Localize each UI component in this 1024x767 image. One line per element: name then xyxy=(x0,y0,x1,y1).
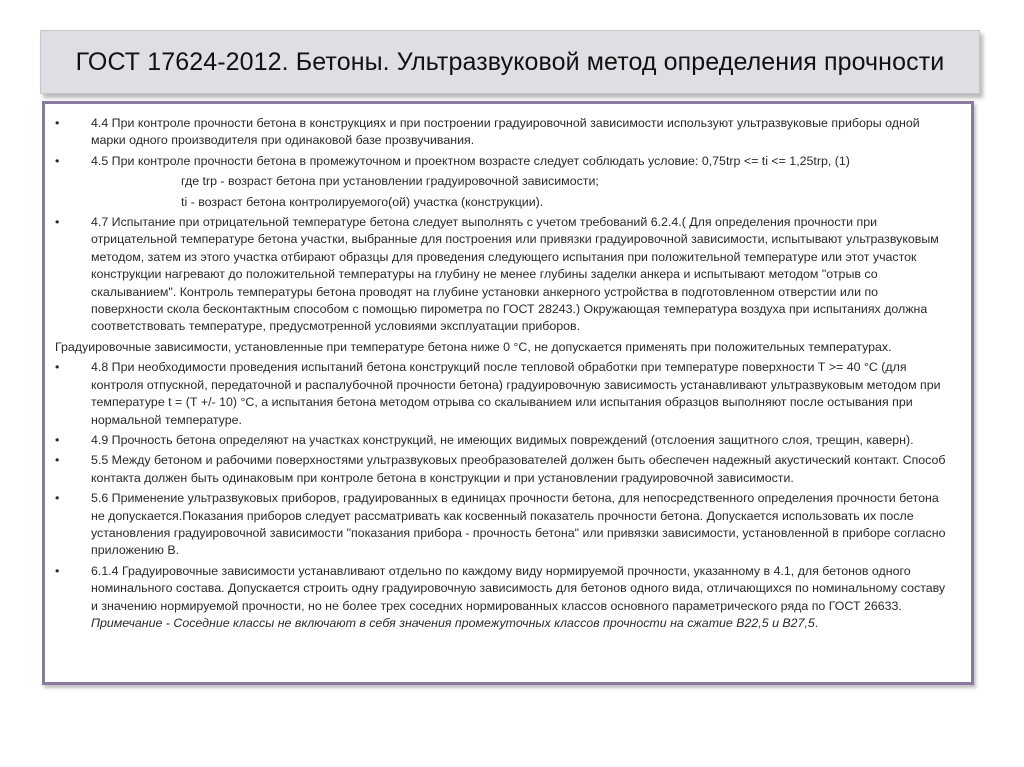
item-text: 4.9 Прочность бетона определяют на участках конструкций, не имеющих видимых повреждений (отслоения защитного слоя, трещин, каверн). xyxy=(91,432,914,447)
item-text: 5.6 Применение ультразвуковых приборов, градуированных в единицах прочности бетона, для непосредственного определения прочности бетона не допускается.Показания приборов следует рассматривать как косвенный показатель прочности бетона. Допускается использовать их после установления градуировочной зависимости "показания прибора - прочность бетона" или привязки зависимости, установленной в приборе согласно приложению В. xyxy=(91,491,946,558)
list-item xyxy=(55,452,959,487)
list-item xyxy=(55,563,959,633)
bullet: • xyxy=(55,116,60,130)
title-bar xyxy=(40,30,980,94)
bullet: • xyxy=(55,153,60,168)
list-item xyxy=(55,153,959,170)
sub-line: где trp - возраст бетона при установлении градуировочной зависимости; xyxy=(181,174,599,189)
item-text: 4.5 При контроле прочности бетона в промежуточном и проектном возрасте следует соблюдать условие: 0,75trp <= ti <= 1,25trp, (1) xyxy=(91,153,850,168)
bullet: • xyxy=(55,215,60,230)
item-main-text: 6.1.4 Градуировочные зависимости устанавливают отдельно по каждому виду нормируемой прочности, указанному в 4.1, для бетонов одного номинального состава. Допускается строить одну градуировочную зависимость для бетонов одного вида, отличающихся по номинальному составу и значению нормируемой прочности, но не более трех соседних нормированных классов основного параметрического ряда по ГОСТ 26633. xyxy=(91,563,946,613)
item-text: 4.8 При необходимости проведения испытаний бетона конструкций после тепловой обработки при температуре поверхности Т >= 40 °С (для контроля отпускной, передаточной и распалубочной прочности бетона) градуировочную зависимость устанавливают ультразвуковым методом при температуре t = (Т +/- 10) °С, а испытания бетона методом отрыва со скалыванием или испытания образцов выполняют после остывания при нормальной температуре. xyxy=(91,360,941,427)
list-item xyxy=(55,359,959,429)
item-text: 4.4 При контроле прочности бетона в конструкциях и при построении градуировочной зависимости используют ультразвуковые приборы одной марки одного производителя при одинаковой базе прозвучивания. xyxy=(91,116,920,148)
list-item xyxy=(55,115,959,150)
item-tail: . xyxy=(814,615,819,630)
bullet: • xyxy=(55,491,60,506)
item-text: 4.7 Испытание при отрицательной температуре бетона следует выполнять с учетом требований 6.2.4.( Для определения прочности при отрицательной температуре бетона участки, выбранные для построения или привязки градуировочной зависимости, испытывают ультразвуковым методом, затем из этого участка отбирают образцы для проведения следующего испытания при положительной температуре или этот участок конструкции нагревают до положительной температуры на глубину не менее глубины заделки анкера и испытывают методом "отрыв со скалыванием". Контроль температуры бетона проводят на глубине установки анкерного устройства в подготовленном отверстии или по поверхности скола бесконтактным способом с помощью пирометра по ГОСТ 28243.) Окружающая температура воздуха при испытаниях должна соответствовать температуре, предусмотренной условиями эксплуатации приборов. xyxy=(91,215,939,334)
sub-line: ti - возраст бетона контролируемого(ой) участка (конструкции). xyxy=(181,194,544,209)
bullet: • xyxy=(55,453,60,468)
bullet: • xyxy=(55,360,60,375)
page-title: ГОСТ 17624-2012. Бетоны. Ультразвуковой метод определения прочности xyxy=(75,47,945,76)
item-text xyxy=(91,563,959,633)
plain-paragraph: Градуировочные зависимости, установленные при температуре бетона ниже 0 °С, не допускается применять при положительных температурах. xyxy=(55,339,892,354)
list-item xyxy=(55,490,959,560)
content-text xyxy=(55,115,959,632)
item-note: Примечание - Соседние классы не включают в себя значения промежуточных классов прочности на сжатие В22,5 и В27,5 xyxy=(91,615,815,630)
list-item xyxy=(55,214,959,336)
bullet: • xyxy=(55,432,60,447)
content-panel xyxy=(42,101,974,685)
list-item xyxy=(55,432,959,449)
bullet: • xyxy=(55,563,60,578)
item-text: 5.5 Между бетоном и рабочими поверхностями ультразвуковых преобразователей должен быть обеспечен надежный акустический контакт. Способ контакта должен быть одинаковым при контроле бетона в конструкции и при установлении градуировочной зависимости. xyxy=(91,453,946,485)
